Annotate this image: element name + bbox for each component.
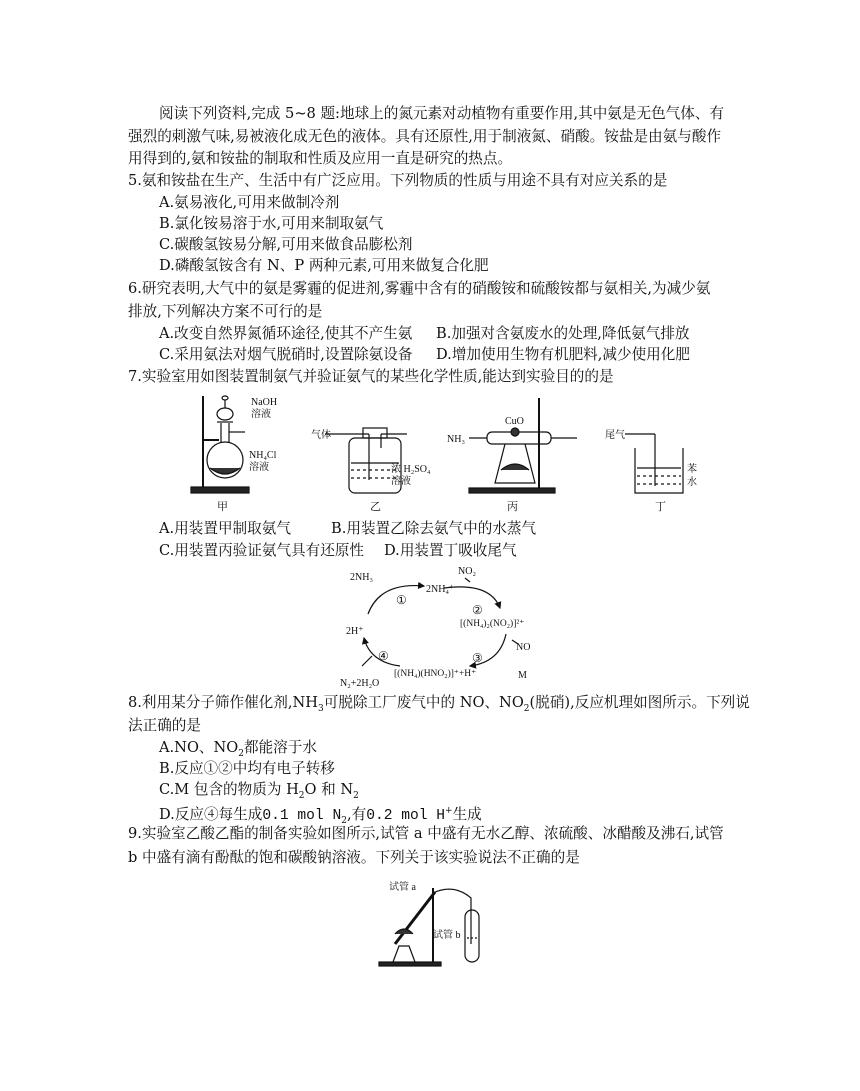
q9-apparatus-figure: [375, 874, 495, 970]
q8-d-sub: 2: [341, 815, 347, 826]
q6-stem-line-2: 排放,下列解决方案不可行的是: [128, 303, 323, 320]
q8-stem-line-1: [128, 692, 750, 720]
q8-c-part-1: C.M 包含的物质为 H: [159, 781, 299, 798]
q8-a-sub: 2: [238, 748, 244, 759]
q8-stem-part-b: 可脱除工厂废气中的 NO、NO: [323, 694, 524, 711]
q6-option-a: A.改变自然界氮循环途径,使其不产生氨: [159, 325, 413, 342]
q7-option-c: C.用装置丙验证氨气具有还原性: [159, 542, 365, 559]
intro-line-3: 用得到的,氨和铵盐的制取和性质及应用一直是研究的热点。: [128, 150, 513, 167]
species-2h: 2H⁺: [346, 626, 364, 637]
q8-nh3: NH: [292, 694, 319, 711]
ding-water-label: 水: [687, 477, 697, 488]
q8-c-part-2: O 和 N: [304, 781, 354, 798]
q8-d-part-3: 生成: [452, 805, 482, 823]
q8-stem-part-c: (脱硝),反应机理如图所示。下列说: [529, 694, 750, 711]
ding-exhaust-label: 尾气: [605, 430, 625, 441]
species-intermediate-2: [(NH₄)₂(NO₂)]²⁺: [460, 619, 525, 629]
q6-option-b: B.加强对含氨废水的处理,降低氨气排放: [436, 325, 690, 342]
jia-caption: 甲: [217, 501, 228, 513]
species-m: M: [518, 670, 527, 681]
yi-gas-label: 气体: [311, 430, 331, 441]
q9-stem-line-1: 9.实验室乙酸乙酯的制备实验如图所示,试管 a 中盛有无水乙醇、浓硫酸、冰醋酸及沸石,试管: [128, 825, 724, 842]
q9-stem-line-2: b 中盛有滴有酚酞的饱和碳酸钠溶液。下列关于该实验说法不正确的是: [128, 849, 580, 866]
q8-d-part-1: D.反应④每生成: [159, 805, 263, 823]
yi-solution-label: 溶液: [391, 476, 411, 487]
q5-option-d: D.磷酸氢铵含有 N、P 两种元素,可用来做复合化肥: [159, 257, 489, 274]
q8-a-part-2: 都能溶于水: [243, 739, 317, 756]
q8-option-b: B.反应①②中均有电子转移: [159, 760, 335, 777]
yi-caption: 乙: [370, 501, 381, 513]
q8-nh3-sub: 3: [318, 703, 324, 714]
q8-stem-part-a: 8.利用某分子筛作催化剂,: [128, 694, 293, 711]
q5-option-b: B.氯化铵易溶于水,可用来制取氨气: [159, 215, 384, 232]
jia-solution-label-2: 溶液: [249, 462, 269, 473]
ding-caption: 丁: [655, 501, 666, 513]
q6-option-c: C.采用氨法对烟气脱硝时,设置除氨设备: [159, 346, 413, 363]
q8-c-sub-2: 2: [353, 790, 359, 801]
tube-a-label: 试管 a: [389, 882, 416, 893]
q8-a-part-1: A.NO、NO: [159, 739, 239, 756]
q5-option-c: C.碳酸氢铵易分解,可用来做食品膨松剂: [159, 236, 413, 253]
q6-option-d: D.增加使用生物有机肥料,减少使用化肥: [436, 346, 690, 363]
ding-benzene-label: 苯: [687, 464, 697, 475]
species-no: NO: [516, 642, 531, 653]
step-1-label: ①: [396, 593, 407, 607]
q5-stem: 5.氨和铵盐在生产、生活中有广泛应用。下列物质的性质与用途不具有对应关系的是: [128, 172, 668, 189]
jia-nh4cl-label: NH₄Cl: [249, 450, 277, 461]
q6-stem-line-1: 6.研究表明,大气中的氨是雾霾的促进剂,雾霾中含有的硝酸铵和硫酸铵都与氨相关,为减少氨: [128, 280, 711, 297]
q7-option-b: B.用装置乙除去氨气中的水蒸气: [331, 520, 537, 537]
q5-option-a: A.氨易液化,可用来做制冷剂: [159, 194, 340, 211]
intro-line-1: 阅读下列资料,完成 5~8 题:地球上的氮元素对动植物有重要作用,其中氨是无色气体、有: [159, 105, 725, 122]
tube-b-label: 试管 b: [433, 930, 461, 941]
species-2nh3: 2NH₃: [350, 572, 373, 583]
q7-stem: 7.实验室用如图装置制氨气并验证氨气的某些化学性质,能达到实验目的的是: [128, 368, 614, 385]
q7-apparatus-figure: [185, 388, 705, 516]
jia-naoh-label: NaOH: [251, 397, 278, 408]
q7-option-d: D.用装置丁吸收尾气: [384, 542, 517, 559]
step-3-label: ③: [472, 651, 483, 665]
bing-caption: 丙: [507, 501, 518, 513]
q8-d-amount-2: 0.2 mol H: [366, 807, 446, 824]
q8-c-sub-1: 2: [298, 790, 305, 801]
q8-no2-sub: 2: [523, 703, 530, 714]
q7-option-a: A.用装置甲制取氨气: [159, 520, 291, 537]
reaction-cycle-diagram: [340, 562, 560, 690]
step-4-label: ④: [378, 649, 389, 663]
species-no2: NO₂: [458, 566, 476, 577]
q8-d-sup: +: [445, 806, 453, 816]
bing-cuo-label: CuO: [505, 416, 524, 427]
step-2-label: ②: [472, 603, 483, 617]
q8-d-amount-1: 0.1 mol N: [262, 807, 342, 824]
bing-nh3-label: NH₃: [447, 434, 465, 445]
species-intermediate-3: [(NH₄)(HNO₂)]⁺+H⁺: [394, 669, 477, 679]
species-2nh4: 2NH₄⁺: [426, 584, 455, 595]
species-n2-h2o: N₂+2H₂O: [340, 678, 380, 689]
intro-line-2: 强烈的刺激气味,易被液化成无色的液体。具有还原性,用于制液氮、硝酸。铵盐是由氨与酸作: [128, 128, 722, 145]
q8-d-part-2: ,有: [346, 805, 367, 823]
q8-stem-line-2: 法正确的是: [128, 717, 201, 734]
jia-solution-label-1: 溶液: [251, 409, 271, 420]
yi-acid-label: 浓 H₂SO₄: [391, 464, 431, 475]
